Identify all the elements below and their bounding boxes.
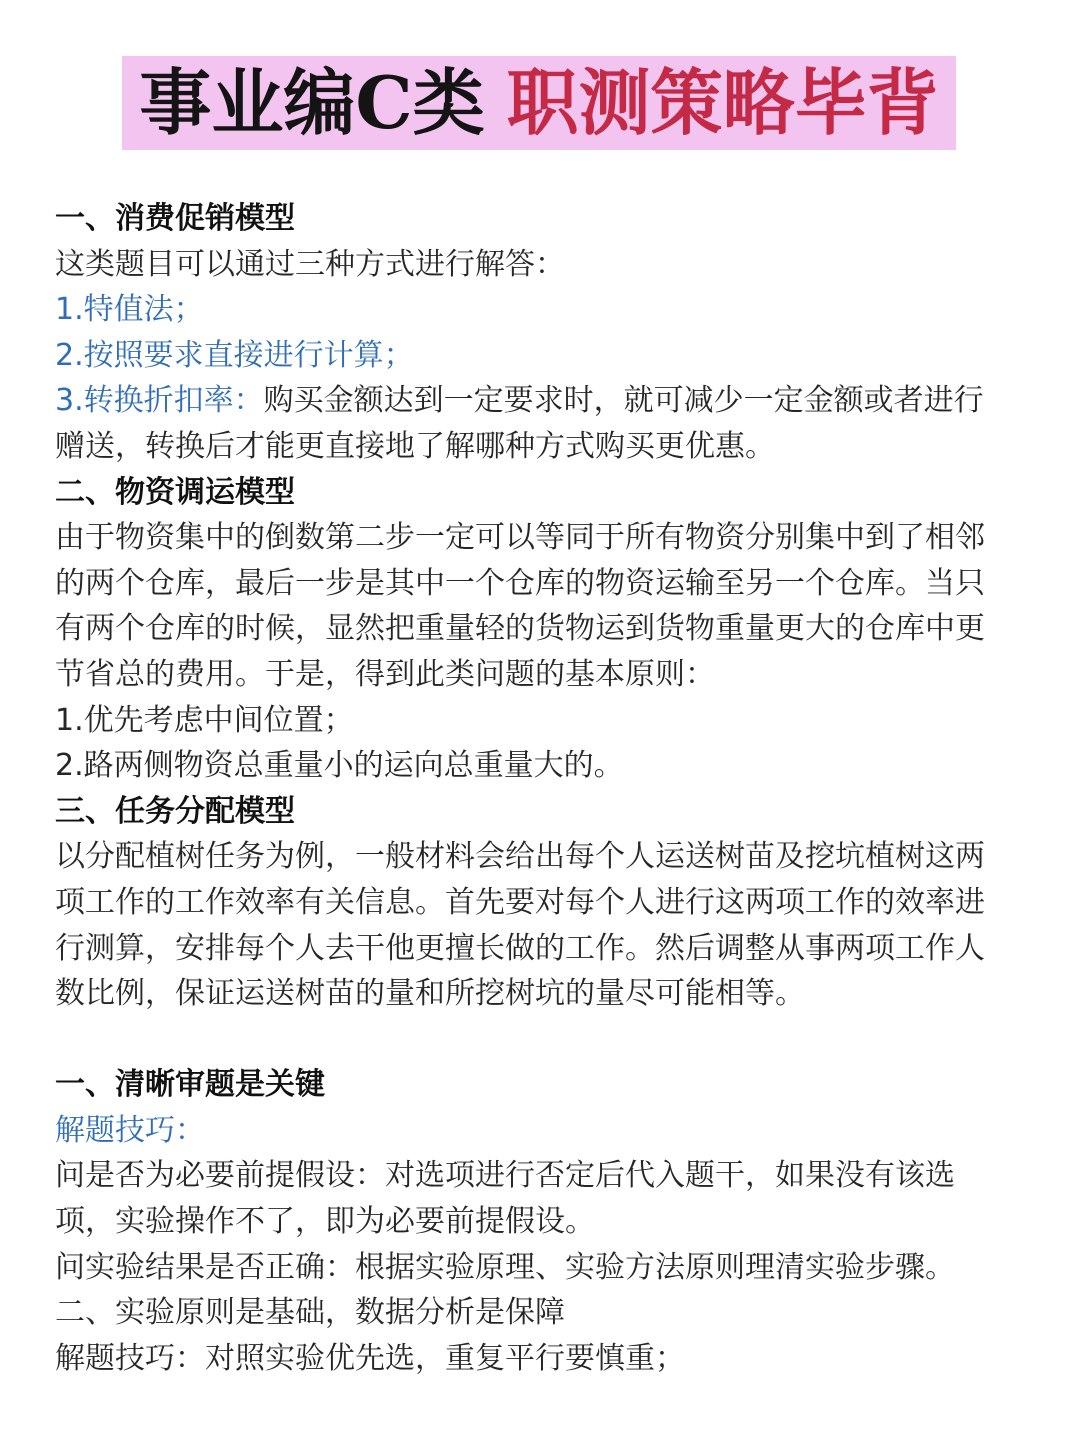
section3-paragraph-line: 项工作的工作效率有关信息。首先要对每个人进行这两项工作的效率进 xyxy=(55,884,985,920)
section3-paragraph-line: 行测算，安排每个人去干他更擅长做的工作。然后调整从事两项工作人 xyxy=(55,930,985,966)
section2-paragraph-line: 的两个仓库，最后一步是其中一个仓库的物资运输至另一个仓库。当只 xyxy=(55,565,985,601)
section5-tip: 解题技巧：对照实验优先选，重复平行要慎重； xyxy=(55,1340,685,1376)
section1-item3-label: 3.转换折扣率： xyxy=(55,383,264,419)
section4-paragraph-line: 项，实验操作不了，即为必要前提假设。 xyxy=(55,1204,595,1240)
section2-paragraph-line: 节省总的费用。于是，得到此类问题的基本原则： xyxy=(55,656,715,692)
section2-paragraph-line: 有两个仓库的时候，显然把重量轻的货物运到货物重量更大的仓库中更 xyxy=(55,611,985,647)
section-heading-task-allocation: 三、任务分配模型 xyxy=(55,793,295,829)
section4-tips-label: 解题技巧： xyxy=(55,1112,205,1148)
section-heading-experiment-principles: 二、实验原则是基础，数据分析是保障 xyxy=(55,1295,565,1331)
section1-item3 xyxy=(55,378,1035,424)
section1-intro: 这类题目可以通过三种方式进行解答： xyxy=(55,246,565,282)
title-part-black: 事业编C类 xyxy=(139,60,485,145)
section2-rule1: 1.优先考虑中间位置； xyxy=(55,702,354,738)
section3-paragraph-line: 数比例，保证运送树苗的量和所挖树坑的量尽可能相等。 xyxy=(55,976,805,1012)
section1-item3-text: 购买金额达到一定要求时，就可减少一定金额或者进行 xyxy=(263,383,984,419)
article-body xyxy=(55,196,1035,1381)
section3-paragraph-line: 以分配植树任务为例，一般材料会给出每个人运送树苗及挖坑植树这两 xyxy=(55,839,985,875)
section-heading-material-dispatch: 二、物资调运模型 xyxy=(55,474,295,510)
section2-paragraph-line: 由于物资集中的倒数第二步一定可以等同于所有物资分别集中到了相邻 xyxy=(55,520,985,556)
section-heading-clear-reading: 一、清晰审题是关键 xyxy=(55,1067,325,1103)
section1-item1: 1.特值法； xyxy=(55,292,204,328)
section1-item3-continued: 赠送，转换后才能更直接地了解哪种方式购买更优惠。 xyxy=(55,428,775,464)
section-heading-consumption-promotion: 一、消费促销模型 xyxy=(55,201,295,236)
section4-paragraph-line: 问是否为必要前提假设：对选项进行否定后代入题干，如果没有该选 xyxy=(55,1158,955,1194)
section-spacer xyxy=(55,1017,1035,1063)
section2-rule2: 2.路两侧物资总重量小的运向总重量大的。 xyxy=(55,748,624,784)
section1-item2: 2.按照要求直接进行计算； xyxy=(55,337,414,373)
title-banner xyxy=(122,56,956,150)
title-part-red: 职测策略毕背 xyxy=(506,60,939,145)
section4-paragraph-line: 问实验结果是否正确：根据实验原理、实验方法原则理清实验步骤。 xyxy=(55,1249,955,1285)
